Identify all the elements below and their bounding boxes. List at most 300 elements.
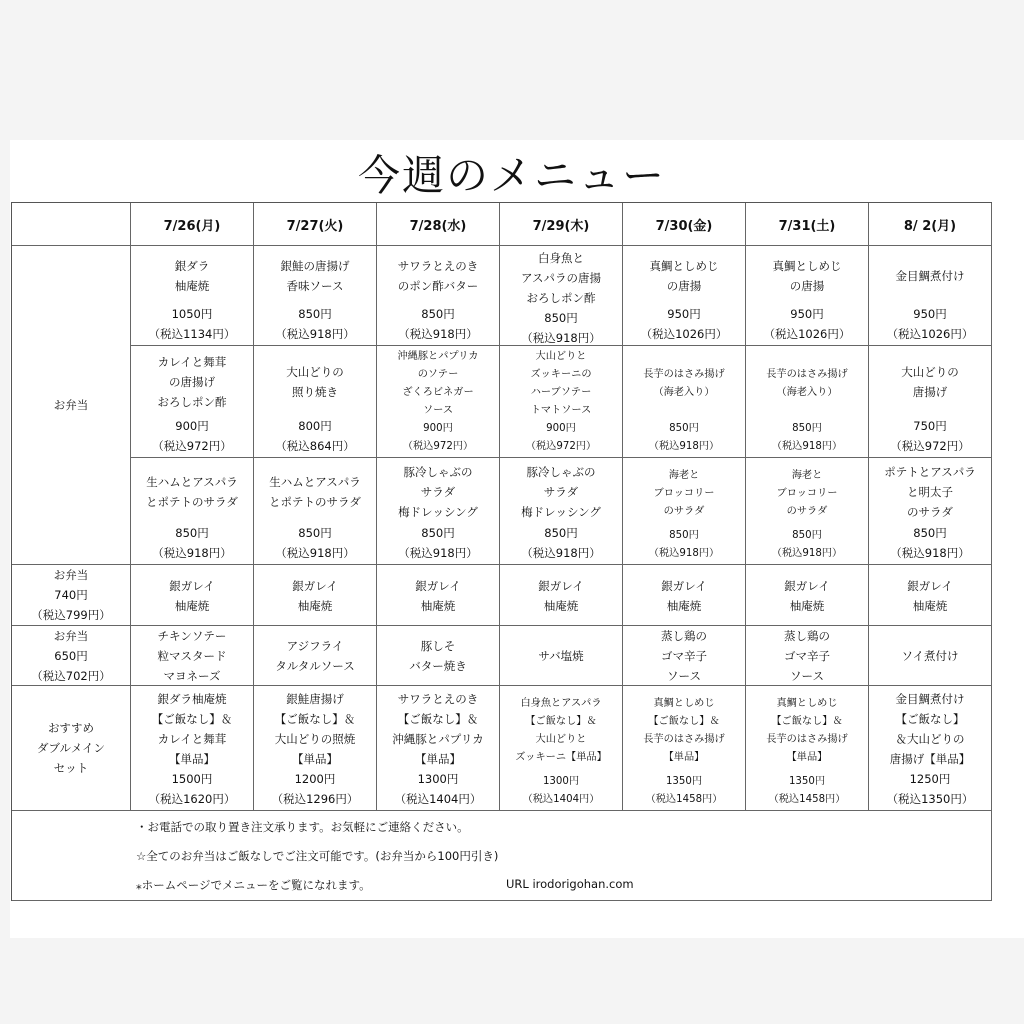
text-line: 柚庵焼 [912, 598, 948, 613]
text-line: 【ご飯なし】＆ [525, 715, 597, 727]
text-line: 豚冷しゃぶの [403, 464, 473, 479]
row-label-double-main [12, 686, 131, 811]
menu-cell [746, 565, 869, 626]
dish-price [769, 773, 846, 809]
dish-name [392, 688, 483, 769]
text-line: 【ご飯なし】＆ [151, 711, 233, 726]
text-line: 950円 [913, 307, 947, 321]
dish-name [661, 626, 707, 686]
dish-name [766, 688, 848, 773]
text-line: 1500円 [171, 772, 213, 786]
text-line: 850円 [175, 526, 209, 540]
menu-cell [131, 346, 254, 458]
label-text [54, 395, 89, 415]
menu-cell [377, 565, 500, 626]
text-line: 800円 [298, 419, 332, 433]
dish-name [292, 567, 337, 624]
text-line: の唐揚 [789, 279, 825, 293]
menu-table [11, 202, 992, 901]
text-line: カレイと舞茸 [157, 731, 227, 746]
dish-price [649, 527, 719, 563]
text-line: （税込799円） [31, 608, 111, 622]
menu-cell [377, 346, 500, 458]
menu-cell [500, 686, 623, 811]
dish-price [398, 523, 477, 563]
text-line: カレイと舞茸 [157, 355, 227, 369]
text-line: ざくろビネガー [402, 387, 474, 398]
text-line: 大山どりと [535, 351, 587, 362]
dish-name [398, 460, 478, 523]
text-line: （税込972円） [890, 439, 970, 453]
text-line: 850円 [298, 526, 332, 540]
menu-cell [500, 626, 623, 686]
dish-price [764, 304, 851, 344]
dish-price [526, 420, 596, 456]
dish-name [661, 567, 706, 624]
dish-name [538, 628, 583, 684]
text-line: ゴマ辛子 [784, 649, 830, 663]
text-line: （税込918円） [521, 331, 601, 345]
text-line: アスパラの唐揚 [520, 271, 602, 285]
text-line: 【単品】 [786, 751, 828, 763]
text-line: ゴマ辛子 [661, 649, 707, 663]
dish-price [403, 420, 473, 456]
dish-name [643, 688, 725, 773]
dish-name [286, 348, 344, 416]
dish-name [896, 248, 965, 304]
text-line: 長芋のはさみ揚げ [766, 733, 848, 745]
menu-cell [131, 246, 254, 346]
text-line: 唐揚げ【単品】 [889, 751, 971, 766]
text-line: 900円 [423, 423, 453, 434]
text-line: （海老入り） [653, 387, 715, 398]
day-header: 7/29(木) [500, 203, 623, 246]
day-header: 7/26(月) [131, 203, 254, 246]
text-line: 銀ガレイ [415, 578, 461, 593]
text-line: の唐揚 [666, 279, 702, 293]
text-line: 900円 [546, 423, 576, 434]
menu-cell [500, 458, 623, 565]
dish-name [773, 248, 842, 304]
dish-name [152, 688, 233, 769]
text-line: 柚庵焼 [297, 598, 333, 613]
text-line: 850円 [298, 307, 332, 321]
text-line: 白身魚とアスパラ [520, 697, 602, 709]
text-line: 柚庵焼 [420, 598, 456, 613]
text-line: 生ハムとアスパラ [269, 474, 361, 489]
dish-name [398, 248, 479, 304]
text-line: とポテトのサラダ [146, 494, 238, 509]
text-line: 長芋のはさみ揚げ [766, 369, 848, 380]
text-line: チキンソテー [157, 629, 227, 643]
text-line: （税込972円） [152, 439, 232, 453]
text-line: お弁当 [53, 568, 89, 582]
text-line: ポテトとアスパラ [884, 464, 976, 479]
row-label-bento-740 [12, 565, 131, 626]
dish-price [772, 527, 842, 563]
text-line: 銀鮭唐揚げ [286, 691, 344, 706]
menu-cell [623, 626, 746, 686]
dish-name [784, 626, 830, 686]
text-line: 銀ダラ [174, 259, 210, 273]
menu-cell [131, 686, 254, 811]
text-line: 850円 [669, 530, 699, 541]
text-line: 真鯛としめじ [776, 697, 838, 709]
text-line: 金目鯛煮付け [895, 691, 965, 706]
text-line: 850円 [544, 526, 578, 540]
text-line: と明太子 [906, 484, 953, 499]
text-line: 柚庵焼 [789, 598, 825, 613]
text-line: （税込918円） [398, 546, 478, 560]
text-line: （税込1296円） [271, 792, 359, 806]
text-line: ブロッコリー [776, 487, 838, 499]
dish-name [907, 567, 952, 624]
dish-price [523, 773, 600, 809]
text-line: （税込918円） [152, 546, 232, 560]
menu-cell [254, 626, 377, 686]
text-line: お弁当 [53, 398, 89, 412]
dish-name [515, 688, 607, 773]
text-line: 750円 [913, 419, 947, 433]
text-line: 香味ソース [286, 279, 344, 293]
dish-name [158, 626, 227, 686]
menu-cell [377, 246, 500, 346]
dish-price [152, 523, 231, 563]
dish-name [784, 567, 829, 624]
day-header: 7/28(水) [377, 203, 500, 246]
dish-name [643, 348, 725, 420]
dish-name [275, 628, 354, 684]
note-line3: ⁎ホームページでメニューをご覧になれます。 [136, 878, 371, 892]
text-line: （税込1620円） [148, 792, 236, 806]
text-line: （税込1458円） [645, 794, 723, 805]
text-line: 白身魚と [537, 251, 584, 265]
menu-cell [746, 458, 869, 565]
text-line: （税込918円） [648, 548, 720, 559]
menu-cell [131, 565, 254, 626]
text-line: おろしポン酢 [526, 291, 596, 305]
text-line: （税込1404円） [394, 792, 482, 806]
text-line: 850円 [544, 311, 578, 325]
text-line: 【単品】 [415, 751, 461, 766]
dish-name [521, 248, 601, 308]
text-line: 【ご飯なし】＆ [771, 715, 843, 727]
text-line: 大山どりの [286, 365, 344, 379]
text-line: ＆大山どりの [895, 731, 965, 746]
dish-name [521, 460, 601, 523]
text-line: 柚庵焼 [174, 598, 210, 613]
dish-name [269, 460, 361, 523]
text-line: （税込1404円） [522, 794, 600, 805]
text-line: 銀ガレイ [784, 578, 830, 593]
dish-price [395, 769, 482, 809]
dish-price [646, 773, 723, 809]
text-line: 銀ダラ柚庵焼 [157, 691, 227, 706]
note-line1: ・お電話での取り置き注文承ります。お気軽にご連絡ください。 [136, 820, 469, 834]
text-line: 【単品】 [169, 751, 215, 766]
text-line: ズッキーニの [530, 369, 592, 380]
text-line: 唐揚げ [912, 385, 948, 399]
text-line: 1350円 [788, 776, 826, 787]
menu-cell [377, 686, 500, 811]
text-line: 真鯛としめじ [649, 259, 719, 273]
text-line: （税込1026円） [886, 327, 974, 341]
text-line: のサラダ [663, 505, 705, 517]
dish-price [521, 523, 600, 563]
text-line: 650円 [54, 648, 88, 663]
text-line: 金目鯛煮付け [895, 269, 965, 283]
label-text [31, 565, 110, 625]
text-line: （税込702円） [31, 668, 111, 683]
dish-name [415, 567, 460, 624]
label-text [37, 718, 105, 778]
dish-price [275, 304, 354, 344]
dish-price [887, 769, 974, 809]
dish-name [538, 567, 583, 624]
text-line: サラダ [543, 484, 579, 499]
notes-section [12, 811, 992, 901]
text-line: サワラとえのき [397, 259, 479, 273]
text-line: アジフライ [286, 639, 344, 653]
text-line: のソテー [417, 369, 459, 380]
website-url: URL irodorigohan.com [506, 877, 634, 891]
dish-name [901, 348, 959, 416]
dish-price [772, 420, 842, 456]
text-line: 1300円 [542, 776, 580, 787]
text-line: 生ハムとアスパラ [146, 474, 238, 489]
menu-cell [623, 686, 746, 811]
text-line: ズッキーニ【単品】 [515, 751, 607, 763]
dish-name [175, 248, 210, 304]
row-label-bento-650 [12, 626, 131, 686]
text-line: 1350円 [665, 776, 703, 787]
menu-cell [746, 686, 869, 811]
text-line: 粒マスタード [157, 649, 227, 663]
dish-price [521, 308, 600, 346]
text-line: （税込918円） [275, 327, 355, 341]
note-line2: ☆全てのお弁当はご飯なしでご注文可能です。(お弁当から100円引き) [136, 849, 499, 863]
text-line: 豚冷しゃぶの [526, 464, 596, 479]
text-line: （税込918円） [890, 546, 970, 560]
text-line: 柚庵焼 [174, 279, 210, 293]
text-line: （海老入り） [776, 387, 838, 398]
text-line: おすすめ [47, 721, 95, 735]
menu-cell [869, 246, 992, 346]
text-line: トマトソース [530, 405, 592, 416]
text-line: （税込918円） [521, 546, 601, 560]
dish-name [766, 348, 848, 420]
text-line: 850円 [792, 530, 822, 541]
day-header: 7/30(金) [623, 203, 746, 246]
text-line: のサラダ [907, 504, 953, 519]
text-line: 沖縄豚とパプリカ [392, 731, 484, 746]
dish-name [530, 348, 591, 420]
text-line: セット [53, 761, 89, 775]
text-line: 海老と [791, 469, 823, 481]
text-line: （税込918円） [648, 441, 720, 452]
menu-cell [254, 458, 377, 565]
text-line: ハーブソテー [530, 387, 592, 398]
text-line: 銀ガレイ [292, 578, 338, 593]
menu-cell [131, 458, 254, 565]
text-line: （税込1026円） [763, 327, 851, 341]
text-line: 長芋のはさみ揚げ [643, 369, 725, 380]
dish-price [149, 304, 236, 344]
text-line: ソース [790, 669, 824, 683]
menu-cell [254, 346, 377, 458]
text-line: 1300円 [417, 772, 459, 786]
dish-price [649, 420, 719, 456]
text-line: 740円 [54, 588, 88, 602]
text-line: お弁当 [53, 628, 89, 643]
dish-price [887, 304, 974, 344]
text-line: 【ご飯なし】＆ [397, 711, 479, 726]
text-line: 梅ドレッシング [398, 504, 478, 519]
dish-name [777, 460, 838, 527]
text-line: 真鯛としめじ [772, 259, 842, 273]
text-line: おろしポン酢 [157, 395, 227, 409]
menu-cell [869, 686, 992, 811]
text-line: 豚しそ [420, 639, 456, 653]
text-line: ソース [422, 405, 454, 416]
day-header: 8/ 2(月) [869, 203, 992, 246]
text-line: 蒸し鶏の [784, 629, 830, 643]
text-line: 950円 [667, 307, 701, 321]
dish-name [158, 348, 227, 416]
menu-cell [623, 246, 746, 346]
text-line: のポン酢バター [397, 279, 479, 293]
menu-cell [869, 626, 992, 686]
text-line: 照り焼き [292, 385, 338, 399]
text-line: バター焼き [409, 659, 467, 673]
text-line: （税込918円） [398, 327, 478, 341]
dish-name [650, 248, 719, 304]
text-line: サバ塩焼 [538, 649, 584, 663]
dish-name [409, 628, 467, 684]
dish-name [884, 460, 976, 523]
dish-name [654, 460, 715, 527]
text-line: 大山どりの照焼 [274, 731, 356, 746]
text-line: （税込864円） [275, 439, 355, 453]
dish-name [275, 688, 356, 769]
menu-cell [131, 626, 254, 686]
text-line: の唐揚げ [169, 375, 215, 389]
dish-name [146, 460, 238, 523]
text-line: ソイ煮付け [901, 649, 959, 663]
menu-cell [623, 346, 746, 458]
menu-cell [254, 565, 377, 626]
day-header: 7/31(土) [746, 203, 869, 246]
menu-cell [869, 458, 992, 565]
dish-price [149, 769, 236, 809]
text-line: 真鯛としめじ [653, 697, 715, 709]
menu-cell [746, 626, 869, 686]
text-line: 850円 [421, 307, 455, 321]
text-line: （税込918円） [771, 548, 843, 559]
menu-cell [377, 458, 500, 565]
text-line: マヨネーズ [163, 669, 221, 683]
text-line: 柚庵焼 [543, 598, 579, 613]
text-line: ダブルメイン [37, 741, 105, 755]
text-line: 850円 [421, 526, 455, 540]
dish-price [275, 416, 354, 456]
label-text [31, 626, 110, 686]
text-line: 梅ドレッシング [521, 504, 601, 519]
menu-cell [746, 246, 869, 346]
text-line: 1050円 [171, 307, 213, 321]
text-line: 銀鮭の唐揚げ [280, 259, 350, 273]
dish-name [281, 248, 350, 304]
text-line: とポテトのサラダ [269, 494, 361, 509]
text-line: のサラダ [786, 505, 828, 517]
dish-name [890, 688, 971, 769]
text-line: （税込1458円） [768, 794, 846, 805]
text-line: 銀ガレイ [169, 578, 215, 593]
text-line: ブロッコリー [653, 487, 715, 499]
menu-cell [254, 246, 377, 346]
text-line: タルタルソース [275, 659, 355, 673]
text-line: 900円 [175, 419, 209, 433]
text-line: 柚庵焼 [666, 598, 702, 613]
text-line: 銀ガレイ [661, 578, 707, 593]
dish-price [890, 416, 969, 456]
dish-price [272, 769, 359, 809]
text-line: （税込1350円） [886, 792, 974, 806]
text-line: （税込972円） [525, 441, 597, 452]
text-line: 1200円 [294, 772, 336, 786]
text-line: 大山どりと [535, 733, 587, 745]
row-label-bento [12, 246, 131, 565]
text-line: 850円 [669, 423, 699, 434]
dish-price [890, 523, 969, 563]
menu-cell [500, 346, 623, 458]
text-line: サワラとえのき [397, 691, 479, 706]
menu-cell [623, 565, 746, 626]
text-line: 【ご飯なし】 [895, 711, 965, 726]
dish-name [902, 628, 959, 684]
text-line: 850円 [792, 423, 822, 434]
text-line: 大山どりの [901, 365, 959, 379]
text-line: 1250円 [909, 772, 951, 786]
text-line: 950円 [790, 307, 824, 321]
menu-cell [869, 346, 992, 458]
menu-cell [377, 626, 500, 686]
text-line: 【単品】 [292, 751, 338, 766]
menu-cell [869, 565, 992, 626]
page-title: 今週のメニュー [357, 151, 666, 200]
text-line: （税込1134円） [148, 327, 236, 341]
menu-cell [746, 346, 869, 458]
menu-cell [254, 686, 377, 811]
menu-sheet [10, 140, 1024, 938]
menu-cell [500, 246, 623, 346]
text-line: （税込1026円） [640, 327, 728, 341]
text-line: 850円 [913, 526, 947, 540]
text-line: 沖縄豚とパプリカ [397, 351, 479, 362]
dish-price [275, 523, 354, 563]
dish-name [398, 348, 479, 420]
day-header: 7/27(火) [254, 203, 377, 246]
text-line: （税込972円） [402, 441, 474, 452]
text-line: 銀ガレイ [538, 578, 584, 593]
text-line: 【ご飯なし】＆ [648, 715, 720, 727]
text-line: 銀ガレイ [907, 578, 953, 593]
text-line: ソース [667, 669, 701, 683]
text-line: 海老と [668, 469, 700, 481]
dish-name [169, 567, 214, 624]
text-line: （税込918円） [275, 546, 355, 560]
text-line: 蒸し鶏の [661, 629, 707, 643]
